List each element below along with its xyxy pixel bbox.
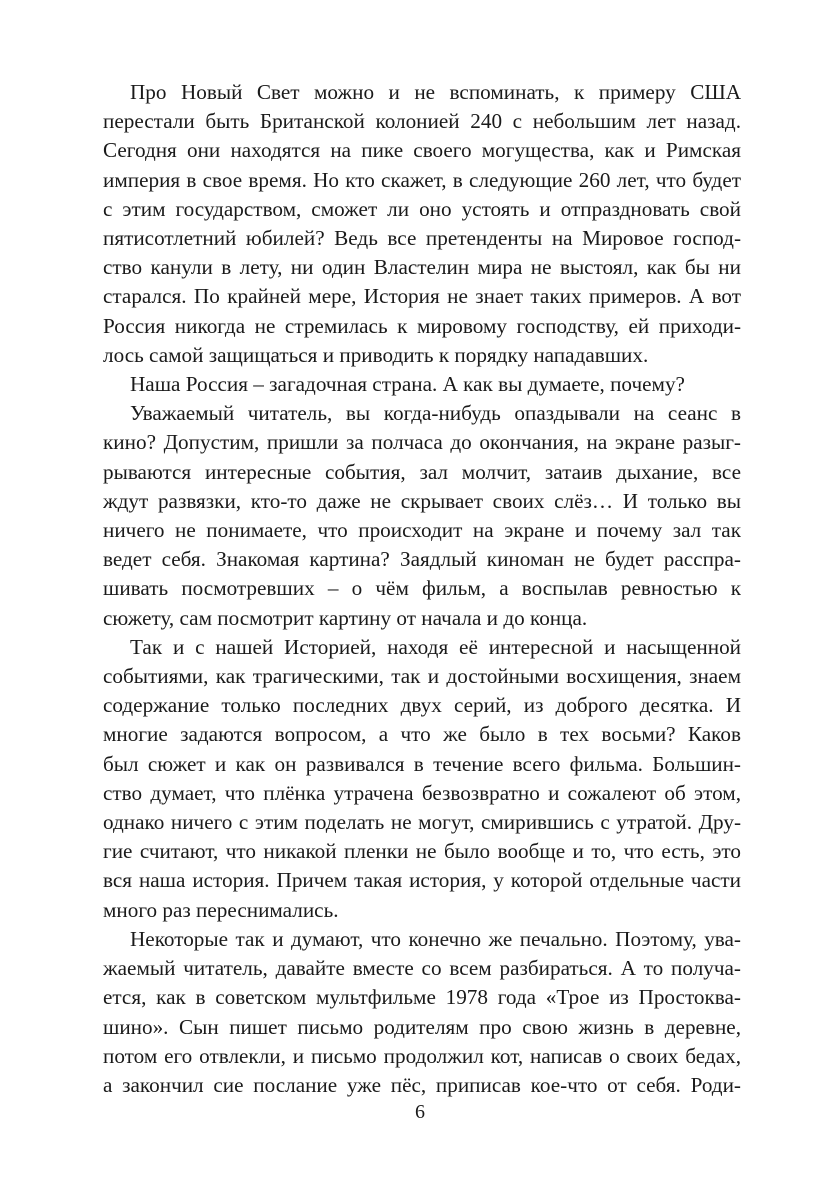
text-line: лось самой защищаться и приводить к порядку нападавших. — [103, 342, 649, 367]
text-line: империя в свое время. Но кто скажет, в следующие 260 лет, что будет — [103, 167, 741, 192]
text-line: кино? Допустим, пришли за полчаса до окончания, на экране разыг- — [103, 430, 741, 455]
text-line: Так и с нашей Историей, находя её интересной и насыщенной — [130, 634, 741, 659]
text-line: рываются интересные события, зал молчит, затаив дыхание, все — [103, 459, 741, 484]
paragraph — [103, 399, 741, 633]
paragraph — [103, 925, 741, 1100]
text-line: был сюжет и как он развивался в течение всего фильма. Большин- — [103, 751, 741, 776]
text-line: Про Новый Свет можно и не вспоминать, к примеру США — [130, 80, 741, 104]
text-line: старался. По крайней мере, История не знает таких примеров. А вот — [103, 284, 741, 309]
text-line: пятисотлетний юбилей? Ведь все претенденты на Мировое господ- — [103, 226, 741, 251]
text-line: ется, как в советском мультфильме 1978 года «Трое из Простоква- — [103, 985, 741, 1010]
text-line: ждут развязки, кто-то даже не скрывает своих слёз… И только вы — [103, 488, 741, 513]
text-line: содержание только последних двух серий, из доброго десятка. И — [103, 693, 741, 718]
page-number: 6 — [415, 1101, 425, 1123]
text-line: ство думает, что плёнка утрачена безвозвратно и сожалеют об этом, — [103, 780, 741, 805]
text-line: с этим государством, сможет ли оно устоять и отпраздновать свой — [103, 196, 741, 221]
text-line: Россия никогда не стремилась к мировому господству, ей приходи- — [103, 313, 741, 338]
paragraph — [103, 78, 741, 370]
paragraph — [103, 370, 741, 399]
text-line: ничего не понимаете, что происходит на экране и почему зал так — [103, 518, 741, 543]
text-line: ведет себя. Знакомая картина? Заядлый киноман не будет расспра- — [103, 547, 741, 572]
paragraph — [103, 633, 741, 925]
text-line: шивать посмотревших – о чём фильм, а воспылав ревностью к — [103, 576, 741, 601]
text-line: ство канули в лету, ни один Властелин мира не выстоял, как бы ни — [103, 255, 741, 280]
text-line: Некоторые так и думают, что конечно же печально. Поэтому, ува- — [130, 926, 741, 951]
text-line: гие считают, что никакой пленки не было вообще и то, что есть, это — [103, 839, 741, 864]
text-line: сюжету, сам посмотрит картину от начала и до конца. — [103, 605, 588, 630]
text-line: а закончил сие послание уже пёс, приписав кое-что от себя. Роди- — [103, 1072, 741, 1097]
text-line: жаемый читатель, давайте вместе со всем разбираться. А то получа- — [103, 956, 741, 981]
text-line: событиями, как трагическими, так и достойными восхищения, знаем — [103, 664, 741, 689]
text-line: однако ничего с этим поделать не могут, смирившись с утратой. Дру- — [103, 810, 741, 835]
text-line: Уважаемый читатель, вы когда-нибудь опаздывали на сеанс в — [130, 401, 741, 426]
text-line: перестали быть Британской колонией 240 с небольшим лет назад. — [103, 109, 741, 134]
page-body — [103, 78, 741, 1100]
text-line: много раз переснимались. — [103, 897, 339, 922]
text-line: шино». Сын пишет письмо родителям про свою жизнь в деревне, — [103, 1014, 741, 1039]
text-line: Сегодня они находятся на пике своего могущества, как и Римская — [103, 138, 741, 163]
text-line: многие задаются вопросом, а что же было в тех восьми? Каков — [103, 722, 741, 747]
text-line: Наша Россия – загадочная страна. А как вы думаете, почему? — [130, 372, 685, 397]
text-line: потом его отвлекли, и письмо продолжил кот, написав о своих бедах, — [103, 1043, 741, 1068]
text-line: вся наша история. Причем такая история, у которой отдельные части — [103, 868, 741, 893]
